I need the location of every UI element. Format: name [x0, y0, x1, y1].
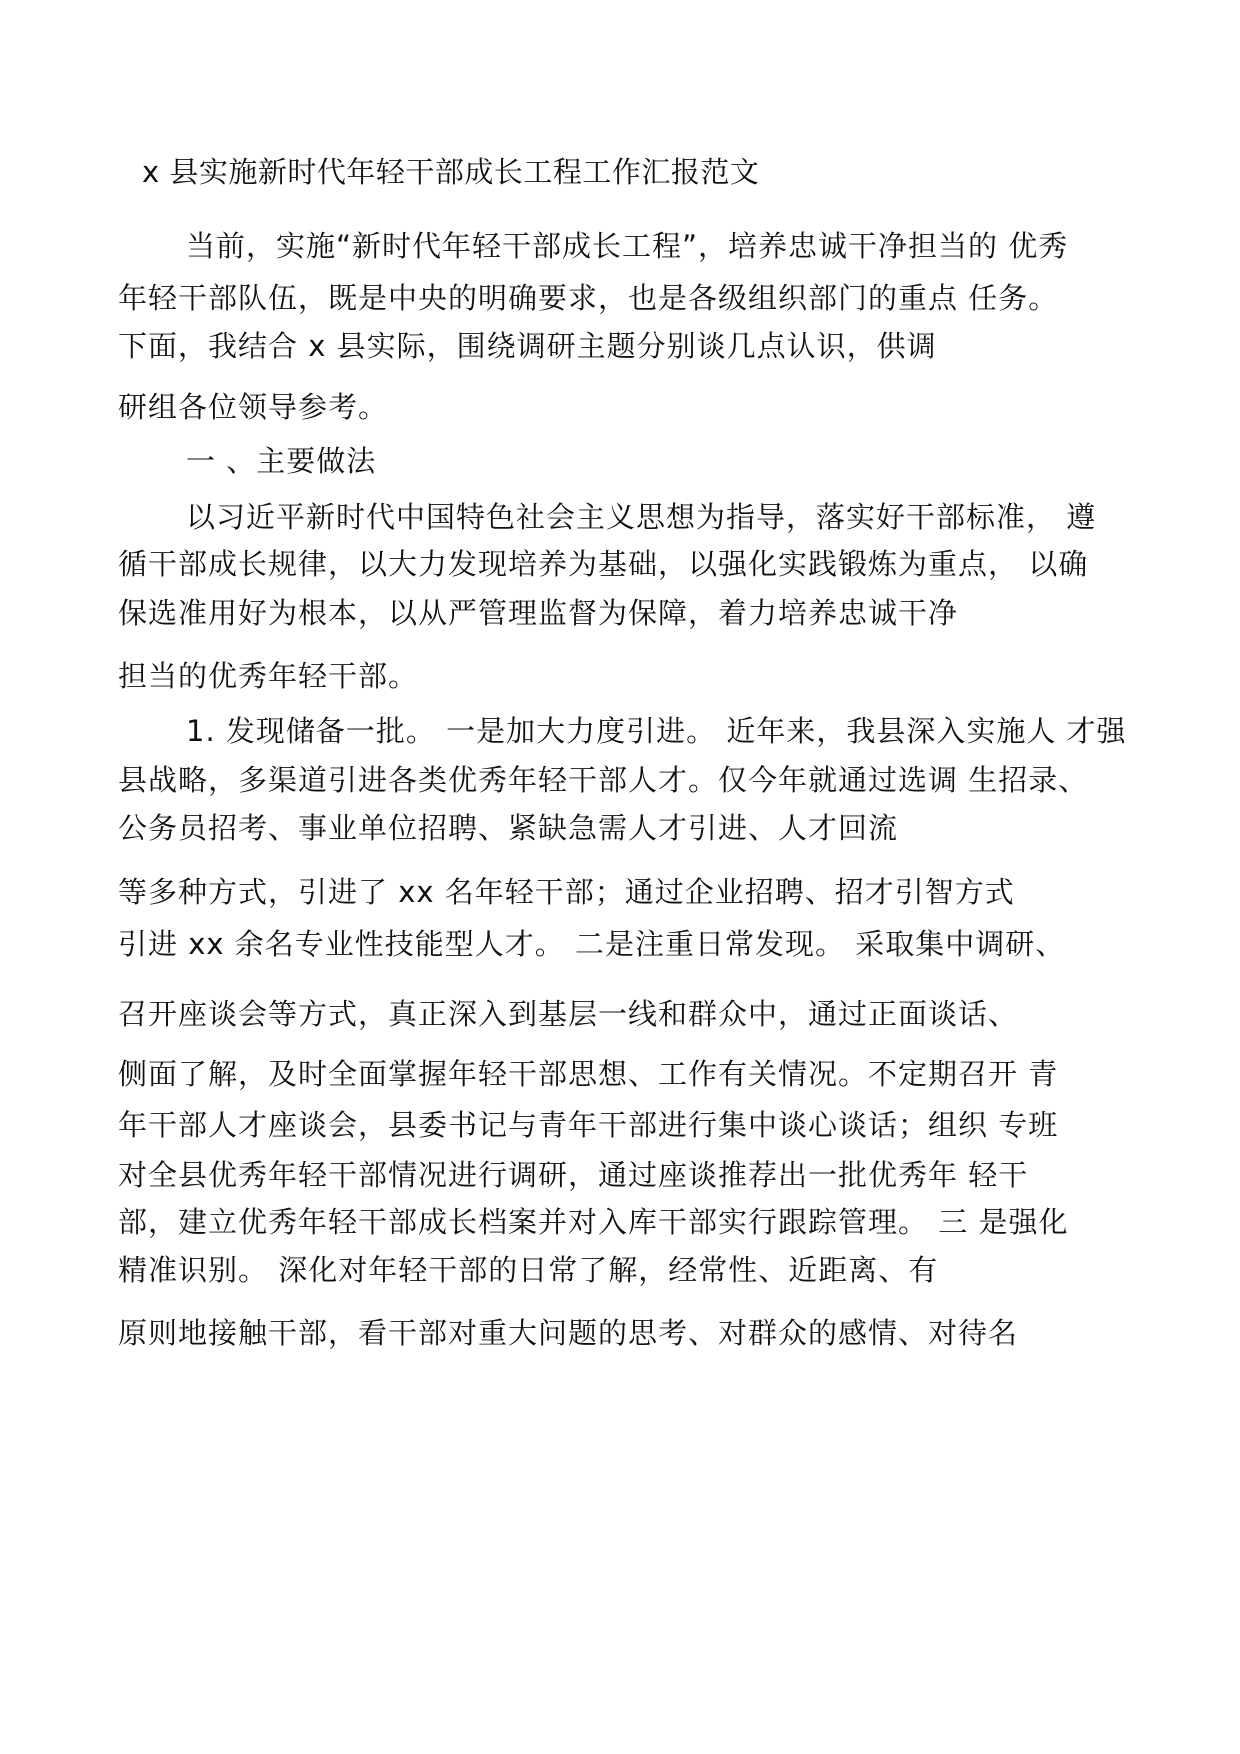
paragraph-line: 1. 发现储备一批。 一是加大力度引进。 近年来，我县深入实施人 才强 [186, 714, 1127, 748]
paragraph-line: 等多种方式，引进了 xx 名年轻干部；通过企业招聘、招才引智方式 [118, 875, 1015, 909]
paragraph-line: 引进 xx 余名专业性技能型人才。 二是注重日常发现。 采取集中调研、 [118, 927, 1066, 961]
paragraph-line: 下面，我结合 x 县实际，围绕调研主题分别谈几点认识，供调 [118, 329, 937, 363]
paragraph-line: 当前，实施“新时代年轻干部成长工程”，培养忠诚干净担当的 优秀 [186, 229, 1069, 263]
paragraph-line: 年轻干部队伍，既是中央的明确要求，也是各级组织部门的重点 任务。 [118, 281, 1059, 315]
paragraph-line: 以习近平新时代中国特色社会主义思想为指导，落实好干部标准， 遵 [186, 500, 1097, 534]
document-title: x 县实施新时代年轻干部成长工程工作汇报范文 [142, 155, 760, 189]
paragraph-line: 研组各位领导参考。 [118, 390, 389, 424]
paragraph-line: 循干部成长规律，以大力发现培养为基础，以强化实践锻炼为重点， 以确 [118, 547, 1089, 581]
paragraph-line: 召开座谈会等方式，真正深入到基层一线和群众中，通过正面谈话、 [118, 997, 1019, 1031]
paragraph-line: 原则地接触干部，看干部对重大问题的思考、对群众的感情、对待名 [118, 1316, 1019, 1350]
paragraph-line: 侧面了解，及时全面掌握年轻干部思想、工作有关情况。不定期召开 青 [118, 1057, 1059, 1091]
paragraph-line: 部，建立优秀年轻干部成长档案并对入库干部实行跟踪管理。 三 是强化 [118, 1205, 1069, 1239]
paragraph-line: 对全县优秀年轻干部情况进行调研，通过座谈推荐出一批优秀年 轻干 [118, 1158, 1029, 1192]
paragraph-line: 精准识别。 深化对年轻干部的日常了解，经常性、近距离、有 [118, 1253, 939, 1287]
paragraph-line: 担当的优秀年轻干部。 [118, 659, 419, 693]
section-heading: 一 、主要做法 [186, 444, 377, 478]
paragraph-line: 保选准用好为根本，以从严管理监督为保障，着力培养忠诚干净 [118, 596, 959, 630]
paragraph-line: 县战略，多渠道引进各类优秀年轻干部人才。仅今年就通过选调 生招录、 [118, 763, 1089, 797]
paragraph-line: 公务员招考、事业单位招聘、紧缺急需人才引进、人才回流 [118, 811, 899, 845]
paragraph-line: 年干部人才座谈会，县委书记与青年干部进行集中谈心谈话；组织 专班 [118, 1108, 1059, 1142]
